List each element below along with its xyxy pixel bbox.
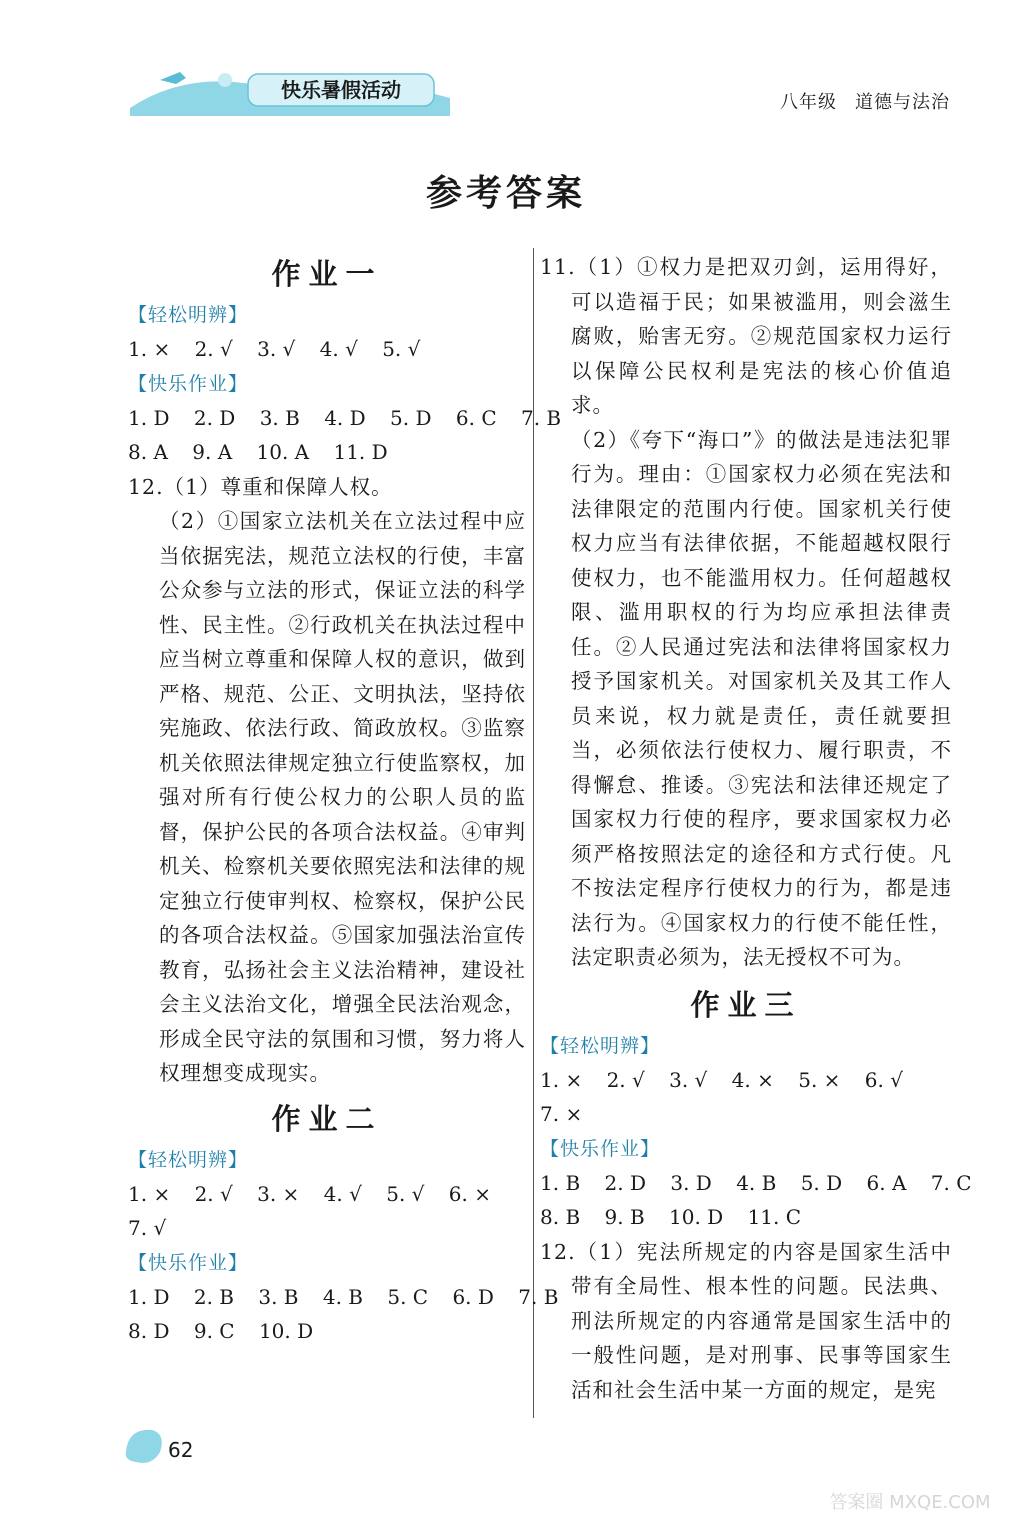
answer-item: 4. D <box>324 405 366 430</box>
answer-item: 11. D <box>333 440 388 464</box>
answer-item: 10. A <box>256 440 310 464</box>
hw3-tag-choice: 【快乐作业】 <box>540 1137 661 1160</box>
answer-item: 4. B <box>322 1284 363 1309</box>
answer-item: 9. C <box>193 1319 235 1343</box>
answer-item: 2. √ <box>194 1181 233 1206</box>
header-meta <box>780 88 950 114</box>
right-column <box>540 250 972 1407</box>
answer-item: 5. × <box>798 1067 841 1092</box>
answer-item: 7. × <box>540 1102 583 1126</box>
answer-item: 4. B <box>736 1170 777 1195</box>
answer-item: 2. D <box>604 1170 646 1195</box>
answer-item: 9. B <box>604 1205 645 1229</box>
answer-item: 9. A <box>192 440 233 464</box>
answer-item: 1. B <box>540 1170 581 1195</box>
answer-item: 7. √ <box>128 1216 167 1240</box>
hw1-title: 作业一 <box>271 257 383 291</box>
hw3-judge-row <box>540 1097 952 1132</box>
answer-item: 3. B <box>259 405 300 430</box>
answer-item: 3. × <box>257 1181 300 1206</box>
answer-item: 1. D <box>128 1284 170 1309</box>
watermark-text: 答案圈 MXQE.COM <box>829 1492 991 1513</box>
answer-item: 5. D <box>390 405 432 430</box>
hw2-judge-row <box>128 1177 526 1212</box>
header-banner <box>130 58 450 116</box>
answer-item: 10. D <box>258 1319 314 1343</box>
answer-item: 3. √ <box>257 337 296 361</box>
answer-item: 6. C <box>455 405 497 430</box>
hw1-q12-part1: 12.（1）尊重和保障人权。 <box>128 474 393 499</box>
answer-item: 4. √ <box>323 1181 362 1206</box>
hw1-tag-choice: 【快乐作业】 <box>128 372 249 395</box>
hw2-tag-choice: 【快乐作业】 <box>128 1251 249 1274</box>
hw3-judge-row <box>540 1063 952 1098</box>
answer-item: 7. B <box>520 405 562 430</box>
answer-item: 6. √ <box>864 1067 903 1092</box>
answer-item: 5. √ <box>386 1181 425 1206</box>
answer-item: 2. √ <box>194 337 233 361</box>
answer-item: 3. B <box>258 1284 299 1309</box>
answer-item: 10. D <box>669 1205 724 1229</box>
answer-item: 6. D <box>452 1284 494 1309</box>
answer-item: 3. D <box>670 1170 712 1195</box>
hw2-judge-row <box>128 1211 526 1246</box>
page-number-decoration <box>122 1422 166 1466</box>
answer-item: 7. B <box>518 1284 559 1309</box>
answer-item: 4. √ <box>319 337 358 361</box>
hw3-choice-row <box>540 1166 972 1201</box>
hw3-q12: 12.（1）宪法所规定的内容是国家生活中带有全局性、根本性的问题。民法典、刑法所规定的内容通常是国家生活中的一般性问题，是对刑事、民事等国家生活和社会生活中某一方面的规定，是宪 <box>540 1239 952 1402</box>
answer-item: 5. C <box>387 1284 429 1309</box>
answer-item: 8. D <box>128 1319 170 1343</box>
hw3-tag-judge: 【轻松明辨】 <box>540 1034 661 1057</box>
grade-label: 八年级 <box>780 92 837 113</box>
answer-item: 5. D <box>800 1170 843 1195</box>
answer-item: 5. √ <box>382 337 421 361</box>
hw3-title: 作业三 <box>690 987 802 1022</box>
answer-item: 1. × <box>540 1067 583 1092</box>
answer-item: 3. √ <box>669 1067 708 1092</box>
answer-item: 11. C <box>747 1205 802 1229</box>
hw2-choice-row <box>128 1280 559 1315</box>
hw3-choice-row <box>540 1200 952 1235</box>
hw2-title: 作业二 <box>271 1101 383 1136</box>
answer-item: 6. × <box>448 1181 491 1206</box>
hw2-choice-row <box>128 1314 526 1349</box>
answer-item: 8. B <box>540 1205 581 1229</box>
answer-item: 2. √ <box>606 1067 645 1092</box>
answer-item: 8. A <box>128 440 168 464</box>
page-title: 参考答案 <box>425 172 586 214</box>
hw1-tag-judge: 【轻松明辨】 <box>128 304 249 326</box>
answer-item: 4. × <box>731 1067 774 1092</box>
answer-item: 7. C <box>930 1170 972 1195</box>
answer-item: 2. B <box>193 1284 234 1309</box>
hw2-tag-judge: 【轻松明辨】 <box>128 1148 249 1171</box>
answer-item: 1. D <box>128 405 170 430</box>
answer-item: 6. A <box>866 1170 907 1195</box>
answer-item: 2. D <box>193 405 236 430</box>
answer-item: 1. × <box>128 337 171 361</box>
hw1-judge-row <box>128 332 526 367</box>
q11-part2: （2）《夸下“海口”》的做法是违法犯罪行为。理由：①国家权力必须在宪法和法律限定的范围内行使。国家机关行使权力应当有法律依据，不能超越权限行使权力，也不能滥用权力。任何超越权限、滥用职权的行为均应承担法律责任。②人民通过宪法和法律将国家权力授予国家机关。对国家机关及其工作人员来说，权力就是责任，责任就要担当，必须依法行使权力、履行职责，不得懈怠、推诿。③宪法和法律还规定了国家权力行使的程序，要求国家权力必须严格按照法定的途径和方式行使。凡不按法定程序行使权力的行为，都是违法行为。④国家权力的行使不能任性，法定职责必须为，法无授权不可为。 <box>571 427 952 969</box>
banner-text: 快乐暑假活动 <box>281 78 401 102</box>
q11-part1: 11.（1）①权力是把双刃剑，运用得好，可以造福于民；如果被滥用，则会滋生腐败，贻害无穷。②规范国家权力运行以保障公民权利是宪法的核心价值追求。 <box>540 255 952 417</box>
hw1-choice-row <box>128 401 562 436</box>
watermark-logo <box>820 1468 1000 1532</box>
subject-label: 道德与法治 <box>855 92 950 113</box>
hw1-q12-part2: （2）①国家立法机关在立法过程中应当依据宪法，规范立法权的行使，丰富公众参与立法的形式，保证立法的科学性、民主性。②行政机关在执法过程中应当树立尊重和保障人权的意识，做到严格、规范、公正、文明执法，坚持依宪施政、依法行政、简政放权。③监察机关依照法律规定独立行使监察权，加强对所有行使公权力的公职人员的监督，保护公民的各项合法权益。④审判机关、检察机关要依照宪法和法律的规定独立行使审判权、检察权，保护公民的各项合法权益。⑤国家加强法治宣传教育，弘扬社会主义法治精神，建设社会主义法治文化，增强全民法治观念，形成全民守法的氛围和习惯，努力将人权理想变成现实。 <box>159 509 526 1085</box>
page-number: 62 <box>168 1438 194 1462</box>
hw1-choice-row <box>128 435 526 470</box>
answer-item: 1. × <box>128 1181 171 1206</box>
